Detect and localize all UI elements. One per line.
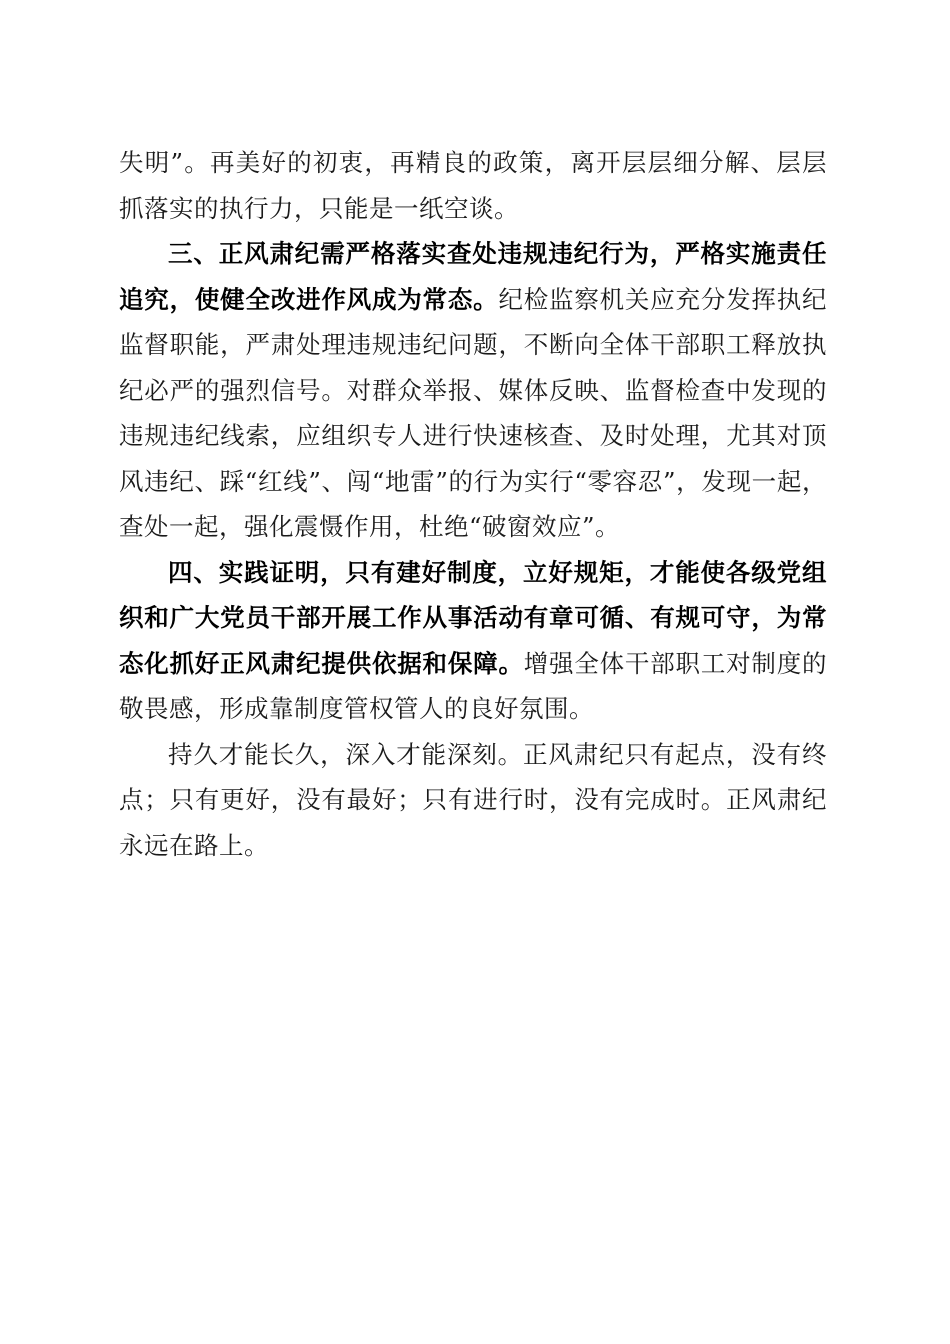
paragraph-heading: 四、实践证明，只有建好制度，立好规矩，才能使各级党组织和广大党员干部开展工作从事活动有章可循、有规可守，为常态化抓好正风肃纪提供依据和保障。 <box>119 557 827 678</box>
paragraph-text: 持久才能长久，深入才能深刻。正风肃纪只有起点，没有终点；只有更好，没有最好；只有进行时，没有完成时。正风肃纪永远在路上。 <box>119 739 827 860</box>
paragraph-heading: 三、正风肃纪需严格落实查处违规违纪行为，严格实施责任追究，使健全改进作风成为常态。 <box>119 239 827 314</box>
paragraph-conclusion <box>119 732 827 869</box>
paragraph-section-three <box>119 231 827 550</box>
paragraph-text: 失明”。再美好的初衷，再精良的政策，离开层层细分解、层层抓落实的执行力，只能是一纸空谈。 <box>119 148 827 223</box>
paragraph-text: 纪检监察机关应充分发挥执纪监督职能，严肃处理违规违纪问题，不断向全体干部职工释放执纪必严的强烈信号。对群众举报、媒体反映、监督检查中发现的违规违纪线索，应组织专人进行快速核查、及时处理，尤其对顶风违纪、踩“红线”、闯“地雷”的行为实行“零容忍”，发现一起，查处一起，强化震慑作用，杜绝“破窗效应”。 <box>119 284 828 541</box>
paragraph-text: 增强全体干部职工对制度的敬畏感，形成靠制度管权管人的良好氛围。 <box>119 648 828 723</box>
paragraph-section-four <box>119 550 827 732</box>
document-body <box>119 140 827 868</box>
paragraph-continuation <box>119 140 827 231</box>
